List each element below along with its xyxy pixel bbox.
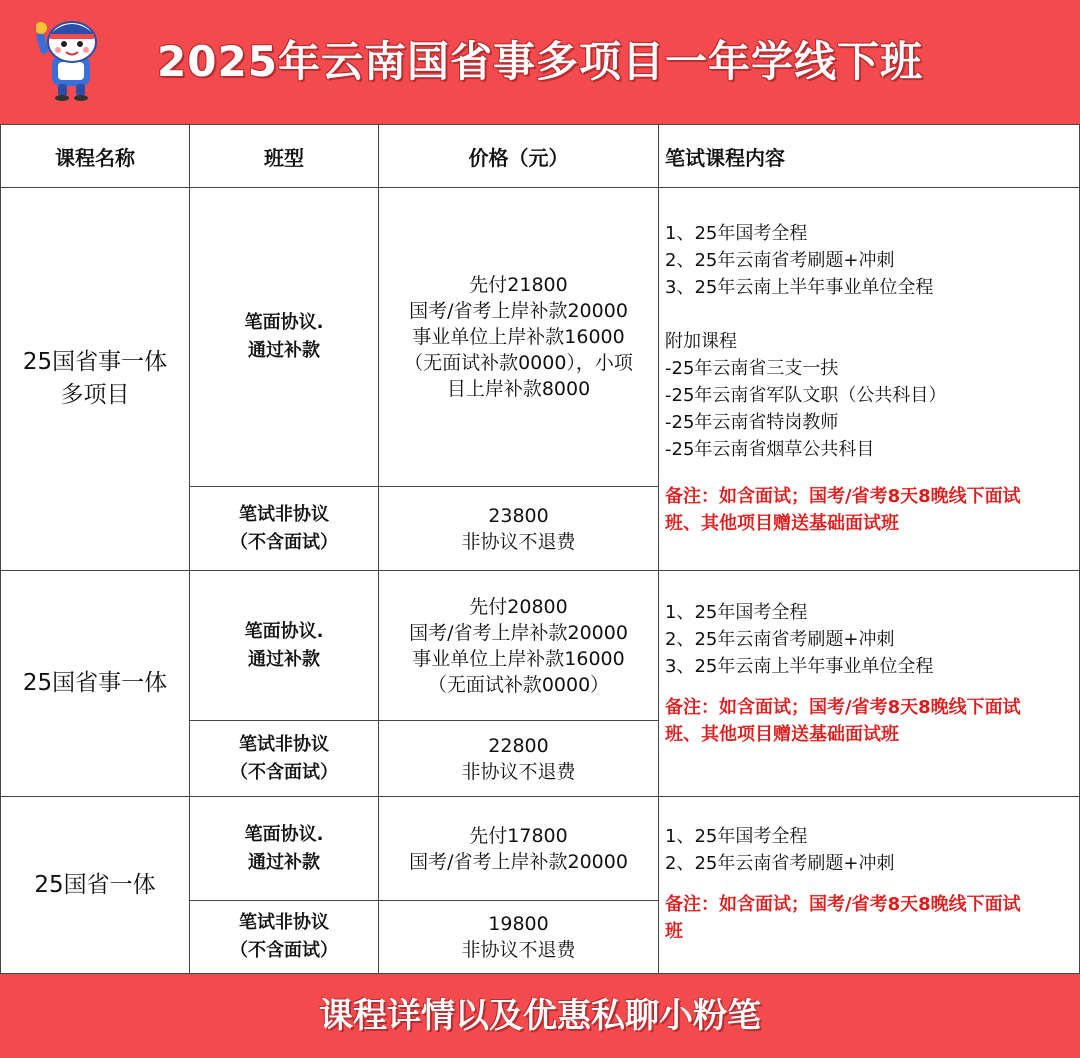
course-table — [0, 124, 1080, 974]
column-header-content: 笔试课程内容 — [659, 124, 1080, 188]
content-list: 1、25年国考全程 2、25年云南省考刷题+冲刺 3、25年云南上半年事业单位全程 — [665, 223, 934, 298]
class-type-cell: 笔面协议. 通过补款 — [190, 188, 379, 487]
page-title: 2025年云南国省事多项目一年学线下班 — [157, 37, 923, 86]
extra-course-title: 附加课程 — [665, 331, 737, 352]
note-text: 备注：如含面试；国考/省考8天8晚线下面试 班、其他项目赠送基础面试班 — [665, 486, 1021, 534]
course-name-cell: 25国省事一体 — [0, 571, 190, 797]
content-list: 1、25年国考全程 2、25年云南省考刷题+冲刺 — [665, 826, 895, 874]
note-text: 备注：如含面试；国考/省考8天8晚线下面试 班 — [665, 894, 1021, 942]
price-cell: 先付20800 国考/省考上岸补款20000 事业单位上岸补款16000 （无面试补款0000） — [379, 571, 659, 721]
class-type-cell: 笔面协议. 通过补款 — [190, 571, 379, 721]
extra-course-list: -25年云南省三支一扶 -25年云南省军队文职（公共科目） -25年云南省特岗教师 -25年云南省烟草公共科目 — [665, 358, 947, 460]
class-type-cell: 笔试非协议 （不含面试） — [190, 487, 379, 571]
column-header-course-name: 课程名称 — [0, 124, 190, 188]
course-name-cell: 25国省事一体 多项目 — [0, 188, 190, 571]
class-type-cell: 笔试非协议 （不含面试） — [190, 721, 379, 797]
price-cell: 先付21800 国考/省考上岸补款20000 事业单位上岸补款16000 （无面试补款0000），小项 目上岸补款8000 — [379, 188, 659, 487]
content-cell — [659, 797, 1080, 974]
footer-banner — [0, 974, 1080, 1058]
content-cell — [659, 571, 1080, 797]
course-name-cell: 25国省一体 — [0, 797, 190, 974]
content-list: 1、25年国考全程 2、25年云南省考刷题+冲刺 3、25年云南上半年事业单位全程 — [665, 602, 934, 677]
note-text: 备注：如含面试；国考/省考8天8晚线下面试 班、其他项目赠送基础面试班 — [665, 697, 1021, 745]
class-type-cell: 笔面协议. 通过补款 — [190, 797, 379, 901]
column-header-price: 价格（元） — [379, 124, 659, 188]
price-cell: 先付17800 国考/省考上岸补款20000 — [379, 797, 659, 901]
class-type-cell: 笔试非协议 （不含面试） — [190, 901, 379, 974]
price-cell: 22800 非协议不退费 — [379, 721, 659, 797]
content-cell — [659, 188, 1080, 571]
footer-text: 课程详情以及优惠私聊小粉笔 — [319, 996, 761, 1036]
column-header-class-type: 班型 — [190, 124, 379, 188]
header-banner — [0, 0, 1080, 124]
price-cell: 23800 非协议不退费 — [379, 487, 659, 571]
price-cell: 19800 非协议不退费 — [379, 901, 659, 974]
